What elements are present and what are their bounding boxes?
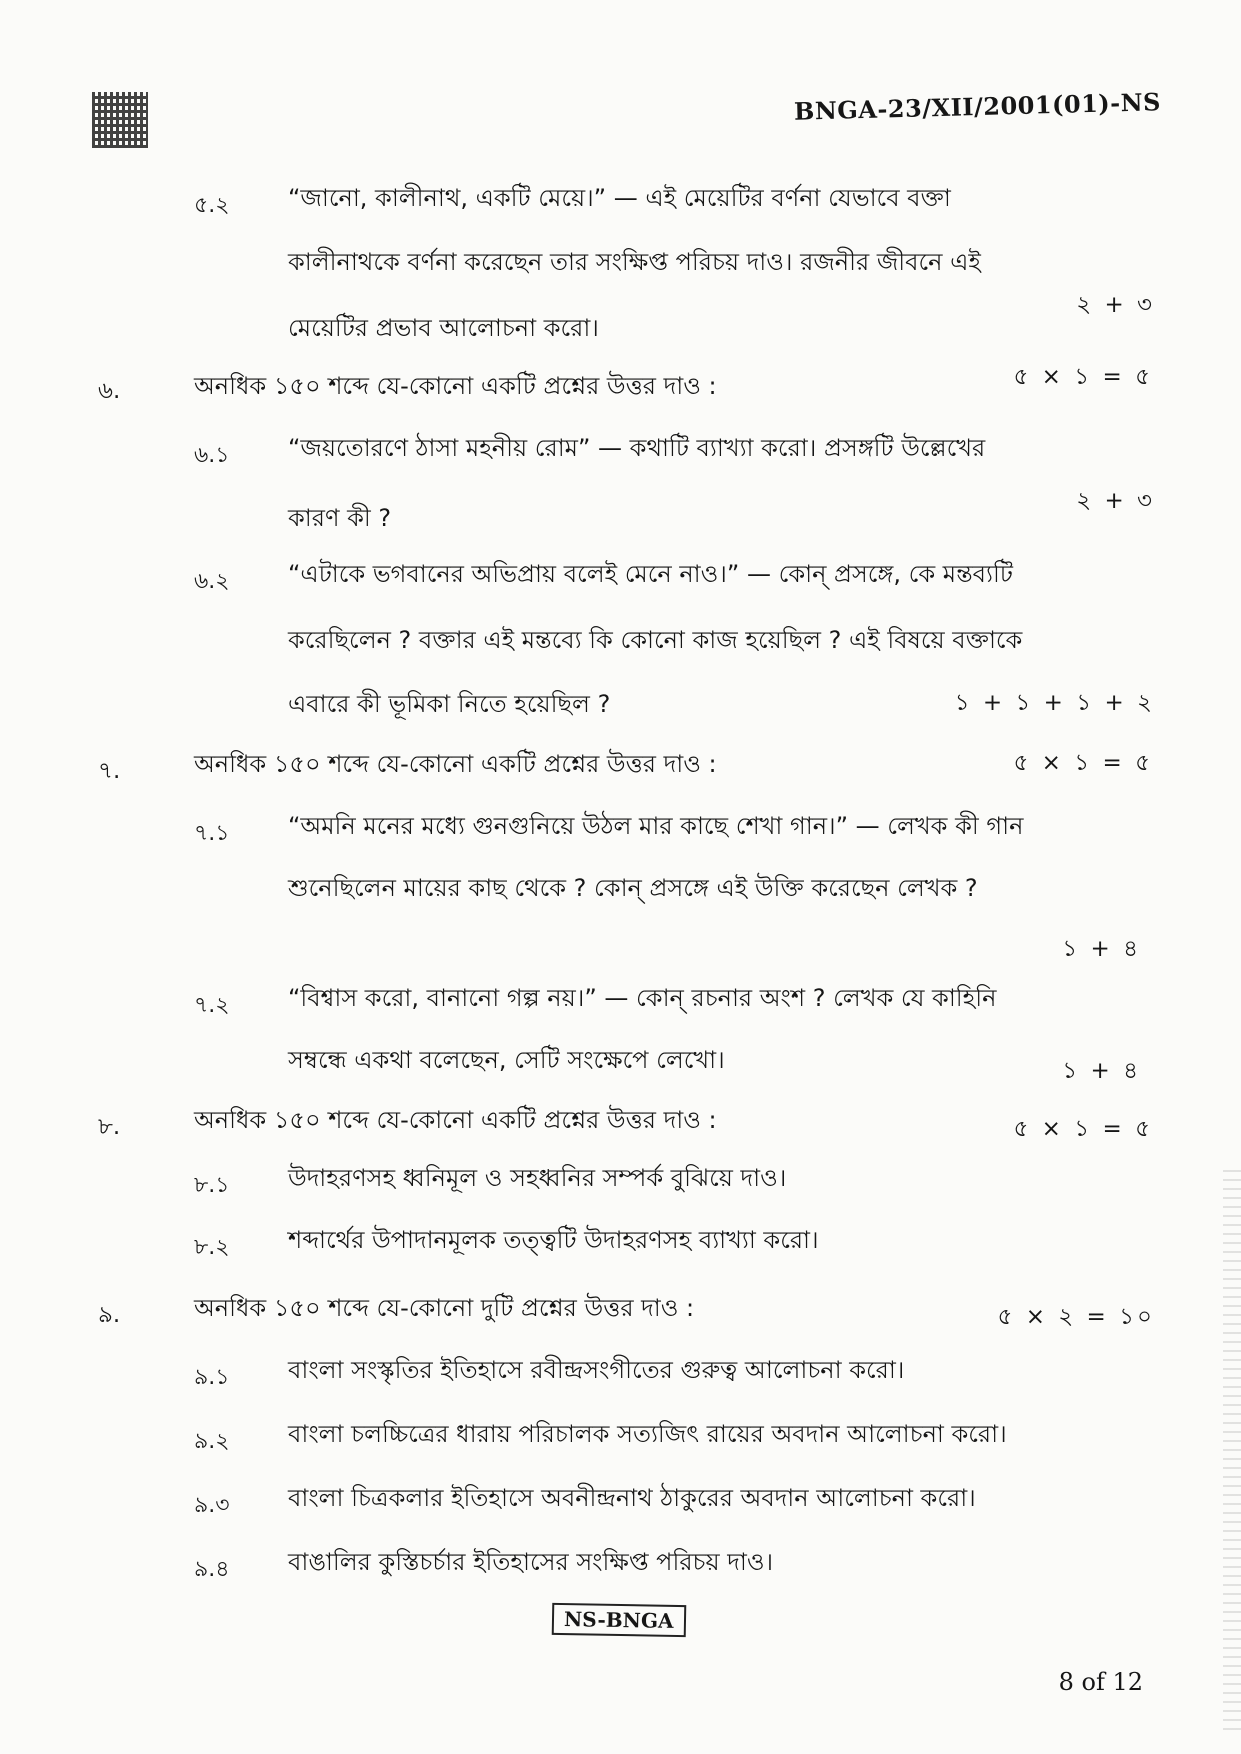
question-text: “এটাকে ভগবানের অভিপ্রায় বলেই মেনে নাও।” — কোন্ প্রসঙ্গে, কে মন্তব্যটি bbox=[288, 560, 1013, 588]
question-number: ৭. bbox=[98, 758, 121, 784]
subquestion-number: ৯.১ bbox=[194, 1365, 230, 1390]
question-text: উদাহরণসহ ধ্বনিমূল ও সহধ্বনির সম্পর্ক বুঝিয়ে দাও। bbox=[288, 1164, 787, 1192]
page-number: 8 of 12 bbox=[1058, 1668, 1143, 1696]
question-number: ৯. bbox=[98, 1302, 121, 1328]
question-text: মেয়েটির প্রভাব আলোচনা করো। bbox=[288, 314, 599, 342]
question-instruction: অনধিক ১৫০ শব্দে যে-কোনো একটি প্রশ্নের উত্তর দাও : bbox=[194, 1106, 717, 1134]
subquestion-number: ৯.২ bbox=[194, 1429, 230, 1454]
question-instruction: অনধিক ১৫০ শব্দে যে-কোনো একটি প্রশ্নের উত্তর দাও : bbox=[194, 750, 717, 778]
marks: ১ + ৪ bbox=[1062, 1058, 1141, 1084]
subquestion-number: ৯.৩ bbox=[194, 1493, 230, 1518]
question-text: বাংলা চিত্রকলার ইতিহাসে অবনীন্দ্রনাথ ঠাকুরের অবদান আলোচনা করো। bbox=[288, 1484, 976, 1512]
paper-code: BNGA-23/XII/2001(01)-NS bbox=[793, 87, 1162, 126]
question-text: করেছিলেন ? বক্তার এই মন্তব্যে কি কোনো কাজ হয়েছিল ? এই বিষয়ে বক্তাকে bbox=[288, 626, 1023, 654]
subquestion-number: ৮.১ bbox=[194, 1173, 230, 1198]
question-text: বাংলা সংস্কৃতির ইতিহাসে রবীন্দ্রসংগীতের গুরুত্ব আলোচনা করো। bbox=[288, 1356, 905, 1384]
question-text: “অমনি মনের মধ্যে গুনগুনিয়ে উঠল মার কাছে শেখা গান।” — লেখক কী গান bbox=[288, 812, 1024, 840]
marks: ৫ × ১ = ৫ bbox=[1013, 364, 1153, 390]
question-text: বাংলা চলচ্চিত্রের ধারায় পরিচালক সত্যজিৎ রায়ের অবদান আলোচনা করো। bbox=[288, 1420, 1007, 1448]
question-number: ৬. bbox=[98, 378, 121, 404]
marks: ২ + ৩ bbox=[1076, 488, 1155, 514]
scan-edge bbox=[1223, 1170, 1241, 1730]
subquestion-number: ৬.১ bbox=[194, 443, 230, 468]
marks: ১ + ১ + ১ + ২ bbox=[954, 690, 1155, 716]
marks: ৫ × ১ = ৫ bbox=[1013, 1116, 1153, 1142]
question-text: “জানো, কালীনাথ, একটি মেয়ে।” — এই মেয়েটির বর্ণনা যেভাবে বক্তা bbox=[288, 184, 951, 212]
subquestion-number: ৭.২ bbox=[194, 993, 230, 1018]
question-text: শুনেছিলেন মায়ের কাছ থেকে ? কোন্ প্রসঙ্গে এই উক্তি করেছেন লেখক ? bbox=[288, 874, 978, 902]
subquestion-number: ৬.২ bbox=[194, 569, 230, 594]
question-text: বাঙালির কুস্তিচর্চার ইতিহাসের সংক্ষিপ্ত পরিচয় দাও। bbox=[288, 1548, 774, 1576]
question-text: “বিশ্বাস করো, বানানো গল্প নয়।” — কোন্ রচনার অংশ ? লেখক যে কাহিনি bbox=[288, 984, 997, 1012]
subquestion-number: ৫.২ bbox=[194, 193, 230, 218]
footer-code: NS-BNGA bbox=[552, 1603, 686, 1637]
question-text: সম্বন্ধে একথা বলেছেন, সেটি সংক্ষেপে লেখো। bbox=[288, 1046, 725, 1074]
subquestion-number: ৯.৪ bbox=[194, 1557, 230, 1582]
question-number: ৮. bbox=[98, 1114, 121, 1140]
question-text: শব্দার্থের উপাদানমূলক তত্ত্বটি উদাহরণসহ ব্যাখ্যা করো। bbox=[288, 1226, 819, 1254]
question-instruction: অনধিক ১৫০ শব্দে যে-কোনো দুটি প্রশ্নের উত্তর দাও : bbox=[194, 1294, 695, 1322]
marks: ২ + ৩ bbox=[1076, 292, 1155, 318]
question-text: কারণ কী ? bbox=[288, 504, 392, 532]
question-text: কালীনাথকে বর্ণনা করেছেন তার সংক্ষিপ্ত পরিচয় দাও। রজনীর জীবনে এই bbox=[288, 248, 981, 276]
subquestion-number: ৮.২ bbox=[194, 1235, 230, 1260]
marks: ৫ × ১ = ৫ bbox=[1013, 750, 1153, 776]
marks: ৫ × ২ = ১০ bbox=[997, 1304, 1155, 1330]
marks: ১ + ৪ bbox=[1062, 936, 1141, 962]
question-text: এবারে কী ভূমিকা নিতে হয়েছিল ? bbox=[288, 690, 611, 718]
qr-code bbox=[92, 92, 148, 148]
subquestion-number: ৭.১ bbox=[194, 821, 230, 846]
question-instruction: অনধিক ১৫০ শব্দে যে-কোনো একটি প্রশ্নের উত্তর দাও : bbox=[194, 372, 717, 400]
question-text: “জয়তোরণে ঠাসা মহনীয় রোম” — কথাটি ব্যাখ্যা করো। প্রসঙ্গটি উল্লেখের bbox=[288, 434, 986, 462]
